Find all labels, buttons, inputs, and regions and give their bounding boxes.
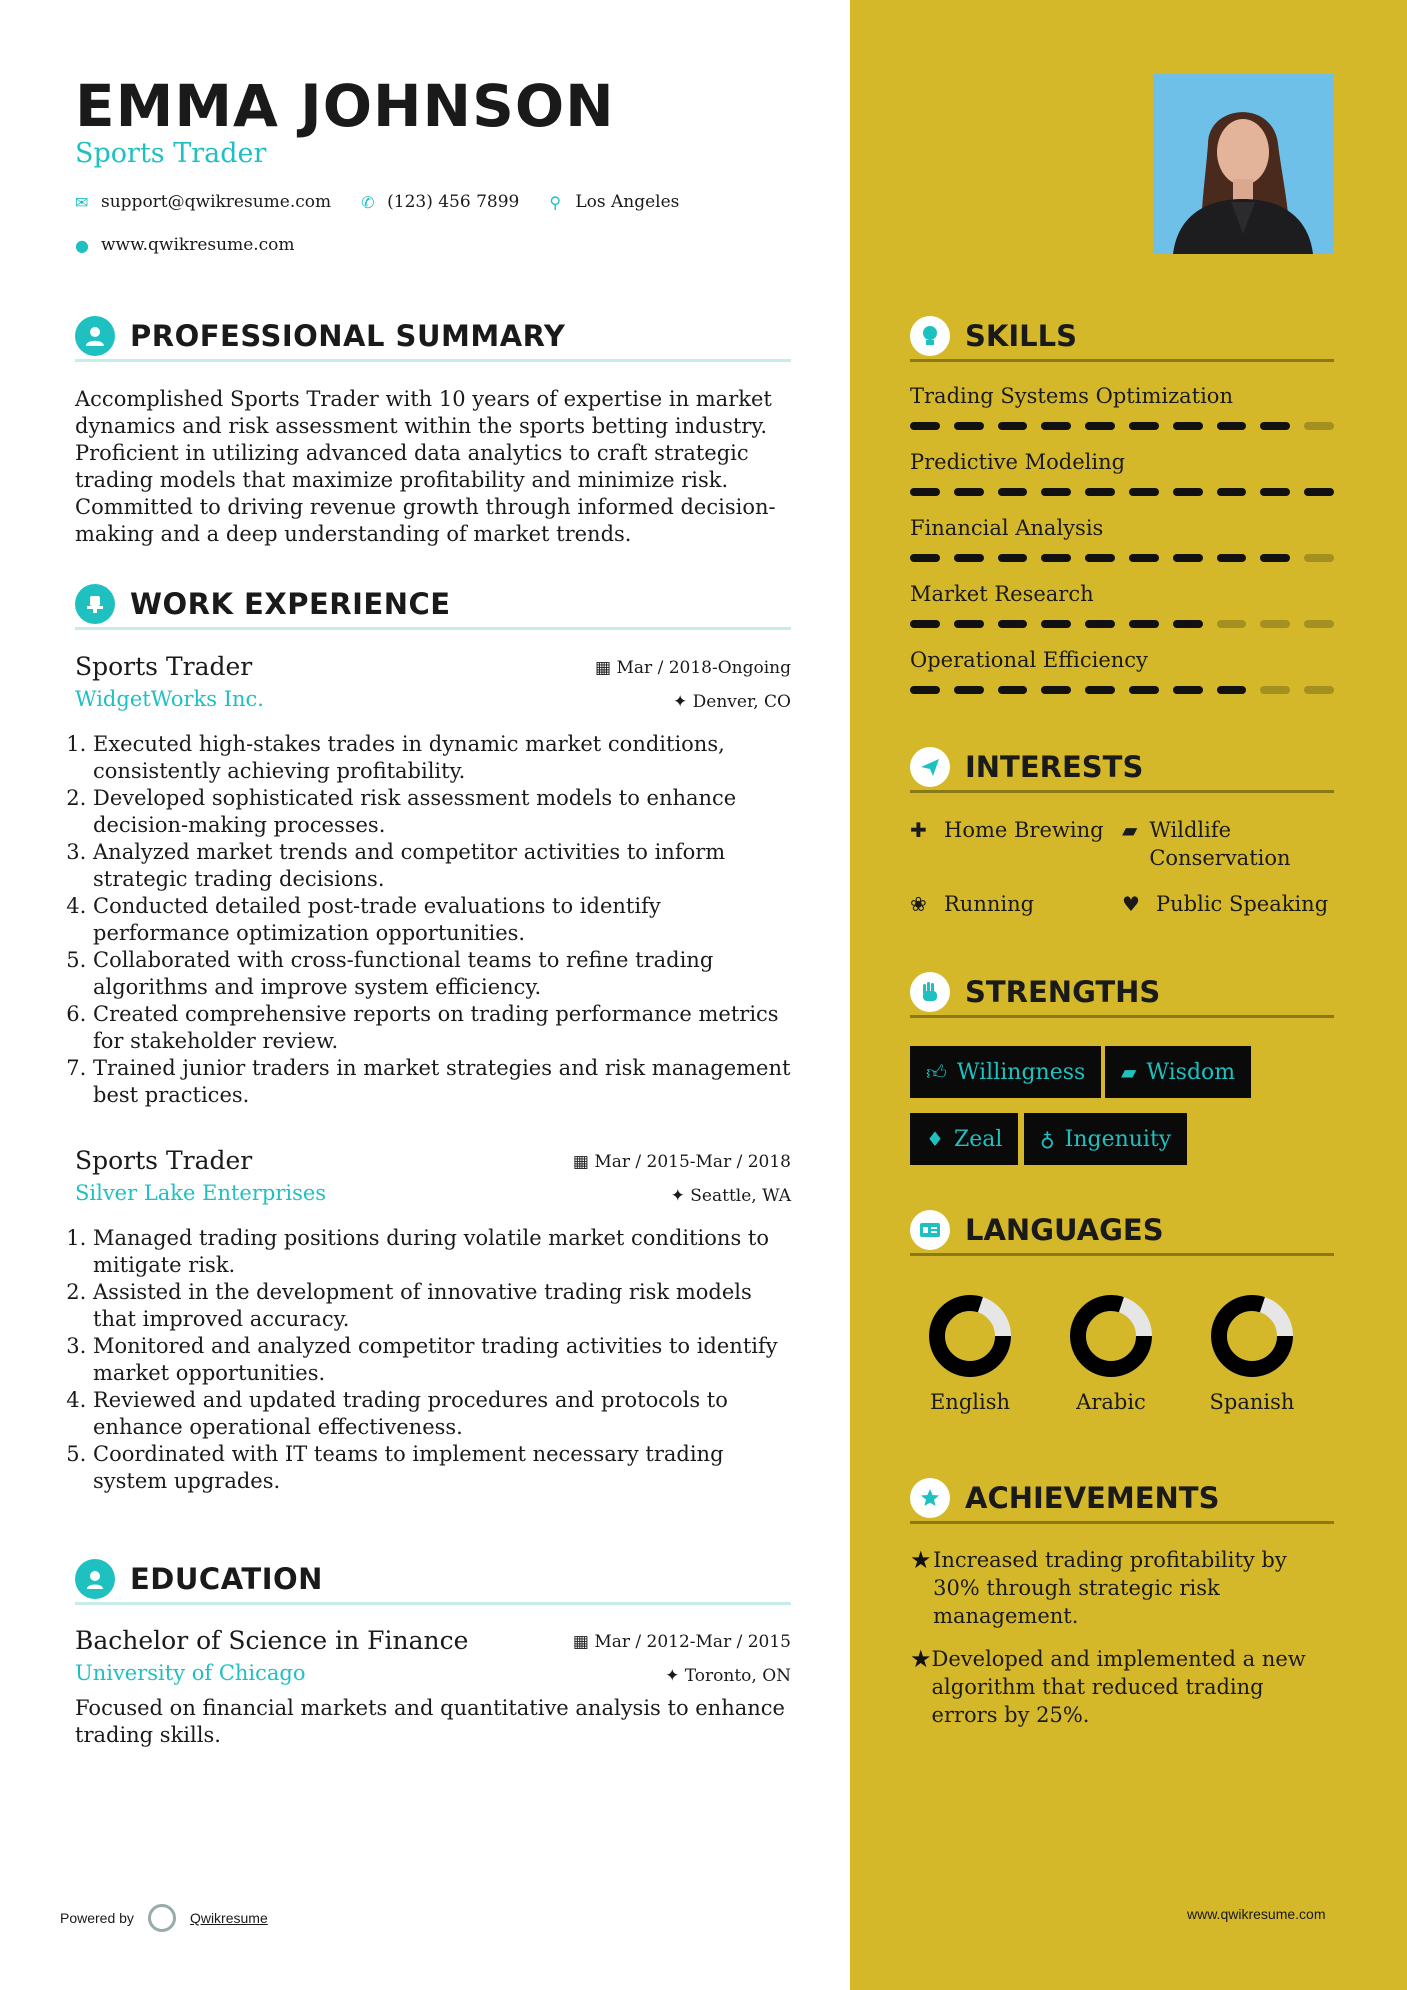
job-date-text: Mar / 2018-Ongoing <box>616 658 791 678</box>
lightbulb-icon: ♁ <box>1040 1127 1055 1151</box>
job-bullet: 1. Executed high-stakes trades in dynamic market conditions, consistently achieving profitability. <box>93 731 791 785</box>
strength-tag <box>1024 1113 1187 1165</box>
contact-row-website <box>75 235 325 255</box>
powered-by-label: Powered by <box>60 1910 134 1926</box>
skill-level-dash <box>1260 554 1290 562</box>
interest-label: Home Brewing <box>944 818 1104 842</box>
candidate-title: Sports Trader <box>75 138 267 169</box>
paw-icon: ❀ <box>910 892 927 916</box>
skills-heading-label: SKILLS <box>965 318 1077 353</box>
job-bullet: 2. Developed sophisticated risk assessment models to enhance decision-making processes. <box>93 785 791 839</box>
job-bullet: 5. Coordinated with IT teams to implement necessary trading system upgrades. <box>93 1441 791 1495</box>
pin-icon: ✦ <box>665 1666 685 1686</box>
job-bullet: 2. Assisted in the development of innovative trading risk models that improved accuracy. <box>93 1279 791 1333</box>
job-location <box>671 1186 791 1206</box>
skill-name: Operational Efficiency <box>910 648 1148 672</box>
interest-item <box>910 816 1110 844</box>
paper-plane-icon <box>910 747 950 787</box>
job-location-text: Seattle, WA <box>690 1186 791 1206</box>
job-date <box>595 658 791 678</box>
flame-icon: ♦ <box>926 1127 944 1151</box>
skill-level-dash <box>1041 554 1071 562</box>
job-location <box>673 692 791 712</box>
skill-level-dash <box>1304 554 1334 562</box>
skill-item <box>910 450 1334 496</box>
job-bullets <box>75 1225 791 1495</box>
strength-tag <box>910 1046 1101 1098</box>
interest-item <box>1122 816 1334 872</box>
lightbulb-icon <box>910 316 950 356</box>
skill-level-dash <box>910 554 940 562</box>
skill-item <box>910 516 1334 562</box>
job-role: Sports Trader <box>75 1146 253 1175</box>
skill-level-dash <box>1304 620 1334 628</box>
education-heading <box>75 1555 791 1605</box>
skill-level-bar <box>910 488 1334 496</box>
summary-heading <box>75 312 791 362</box>
skill-level-dash <box>1260 620 1290 628</box>
graduation-icon <box>75 1559 115 1599</box>
interest-label: Running <box>944 892 1035 916</box>
achievements-heading <box>910 1474 1334 1524</box>
language-name: English <box>929 1390 1011 1414</box>
skill-level-dash <box>954 422 984 430</box>
job-company: Silver Lake Enterprises <box>75 1181 327 1205</box>
job-entry <box>75 1146 791 1495</box>
strength-tag <box>1105 1046 1251 1098</box>
skill-level-dash <box>998 488 1028 496</box>
job-date <box>573 1152 791 1172</box>
user-icon <box>75 316 115 356</box>
skill-level-dash <box>1260 488 1290 496</box>
globe-icon: ● <box>75 235 89 255</box>
skill-level-dash <box>910 620 940 628</box>
education-date-text: Mar / 2012-Mar / 2015 <box>594 1632 791 1652</box>
skill-level-dash <box>1129 488 1159 496</box>
strength-tag <box>910 1113 1018 1165</box>
summary-heading-label: PROFESSIONAL SUMMARY <box>130 318 566 353</box>
language-name: Spanish <box>1209 1390 1295 1414</box>
skill-level-dash <box>1304 488 1334 496</box>
skill-level-dash <box>1041 422 1071 430</box>
skill-level-dash <box>1173 488 1203 496</box>
education-location-text: Toronto, ON <box>684 1666 791 1686</box>
hand-icon <box>910 972 950 1012</box>
skill-item <box>910 648 1334 694</box>
skill-level-dash <box>998 554 1028 562</box>
education-date <box>573 1632 791 1652</box>
skill-level-dash <box>1304 686 1334 694</box>
skill-level-dash <box>1085 422 1115 430</box>
job-role: Sports Trader <box>75 652 253 681</box>
strength-label: Ingenuity <box>1064 1126 1172 1152</box>
candidate-name: EMMA JOHNSON <box>75 72 615 140</box>
skill-name: Financial Analysis <box>910 516 1104 540</box>
footer-powered <box>60 1904 268 1932</box>
skill-level-dash <box>1085 686 1115 694</box>
languages-heading-label: LANGUAGES <box>965 1212 1164 1247</box>
education-school: University of Chicago <box>75 1661 306 1685</box>
interests-heading-label: INTERESTS <box>965 749 1144 784</box>
skill-level-dash <box>954 488 984 496</box>
strength-label: Zeal <box>953 1126 1003 1152</box>
star-icon: ★ <box>910 1546 932 1574</box>
skill-level-dash <box>1217 620 1247 628</box>
phone-icon: ✆ <box>361 192 375 212</box>
contact-phone[interactable]: (123) 456 7899 <box>387 192 520 212</box>
education-degree: Bachelor of Science in Finance <box>75 1626 469 1655</box>
skill-level-dash <box>954 686 984 694</box>
interest-label: Wildlife Conservation <box>1149 818 1291 870</box>
skill-level-dash <box>910 686 940 694</box>
skill-level-dash <box>954 620 984 628</box>
map-pin-icon: ⚲ <box>549 192 562 212</box>
calendar-icon: ▦ <box>595 658 617 678</box>
education-heading-label: EDUCATION <box>130 1561 323 1596</box>
puzzle-icon: ✚ <box>910 818 927 842</box>
skill-level-dash <box>1260 686 1290 694</box>
skill-level-dash <box>954 554 984 562</box>
star-icon <box>910 1478 950 1518</box>
skills-heading <box>910 312 1334 362</box>
job-bullet: 5. Collaborated with cross-functional teams to refine trading algorithms and improve system efficiency. <box>93 947 791 1001</box>
achievement-text: Increased trading profitability by 30% through strategic risk management. <box>933 1548 1287 1628</box>
pin-icon: ✦ <box>670 1186 691 1206</box>
experience-heading <box>75 580 791 630</box>
qwikresume-logo-icon <box>148 1904 176 1932</box>
contact-location: Los Angeles <box>575 192 680 212</box>
job-date-text: Mar / 2015-Mar / 2018 <box>594 1152 791 1172</box>
summary-text: Accomplished Sports Trader with 10 years of expertise in market dynamics and risk assessment within the sports betting industry. Proficient in utilizing advanced data analytics to craft strategic trading models that maximize profitability and minimize risk. Committed to driving revenue growth through informed decision-making and a deep understanding of market trends. <box>75 387 776 546</box>
skill-level-dash <box>1041 620 1071 628</box>
achievement-item <box>910 1645 1334 1729</box>
skill-level-dash <box>1041 488 1071 496</box>
skill-level-dash <box>1260 422 1290 430</box>
skill-item <box>910 384 1334 430</box>
skill-level-dash <box>1129 554 1159 562</box>
pin-icon: ✦ <box>673 692 693 712</box>
translate-icon <box>910 1210 950 1250</box>
skill-level-dash <box>998 686 1028 694</box>
job-company: WidgetWorks Inc. <box>75 687 264 711</box>
heartbeat-icon: ♥ <box>1122 892 1140 916</box>
skill-level-dash <box>1129 620 1159 628</box>
education-location <box>665 1666 791 1686</box>
contact-row <box>75 192 709 212</box>
skill-level-bar <box>910 686 1334 694</box>
languages-heading <box>910 1206 1334 1256</box>
skill-level-dash <box>998 422 1028 430</box>
language-name: Arabic <box>1076 1390 1146 1414</box>
skill-level-dash <box>1304 422 1334 430</box>
briefcase-icon <box>75 584 115 624</box>
job-bullet: 7. Trained junior traders in market strategies and risk management best practices. <box>93 1055 791 1109</box>
brand-link[interactable]: Qwikresume <box>189 1910 268 1926</box>
skill-level-dash <box>1085 620 1115 628</box>
job-bullets <box>75 731 791 1109</box>
job-location-text: Denver, CO <box>692 692 791 712</box>
calendar-icon: ▦ <box>572 1632 595 1652</box>
thumbs-up-icon: 👍︎ <box>926 1059 947 1084</box>
job-bullet: 4. Conducted detailed post-trade evaluations to identify performance optimization opportunities. <box>93 893 791 947</box>
language-item <box>1182 1294 1322 1414</box>
skill-level-dash <box>1217 554 1247 562</box>
language-item <box>900 1294 1040 1414</box>
book-icon: ▰ <box>1121 1060 1137 1084</box>
language-level-ring <box>1069 1294 1153 1378</box>
skill-level-dash <box>1217 422 1247 430</box>
book-icon: ▰ <box>1122 818 1138 842</box>
interest-label: Public Speaking <box>1156 892 1329 916</box>
job-bullet: 3. Monitored and analyzed competitor trading activities to identify market opportunities. <box>93 1333 791 1387</box>
achievements-heading-label: ACHIEVEMENTS <box>965 1480 1220 1515</box>
language-level-ring <box>1210 1294 1294 1378</box>
achievement-text: Developed and implemented a new algorithm that reduced trading errors by 25%. <box>931 1647 1306 1727</box>
language-level-ring <box>928 1294 1012 1378</box>
strength-label: Wisdom <box>1146 1059 1236 1085</box>
skill-level-bar <box>910 422 1334 430</box>
job-entry <box>75 652 791 1109</box>
strength-label: Willingness <box>956 1059 1086 1085</box>
skill-level-dash <box>1217 686 1247 694</box>
skill-level-dash <box>1085 554 1115 562</box>
skill-level-dash <box>998 620 1028 628</box>
contact-email[interactable]: support@qwikresume.com <box>101 192 332 212</box>
skill-level-dash <box>910 422 940 430</box>
skill-level-dash <box>1217 488 1247 496</box>
language-item <box>1041 1294 1181 1414</box>
skill-level-bar <box>910 554 1334 562</box>
skill-name: Predictive Modeling <box>910 450 1126 474</box>
star-icon: ★ <box>910 1645 932 1673</box>
skill-name: Trading Systems Optimization <box>910 384 1233 408</box>
skill-level-dash <box>1173 422 1203 430</box>
skill-item <box>910 582 1334 628</box>
achievement-item <box>910 1546 1334 1630</box>
skill-level-dash <box>1173 686 1203 694</box>
strengths-heading <box>910 968 1334 1018</box>
job-bullet: 1. Managed trading positions during volatile market conditions to mitigate risk. <box>93 1225 791 1279</box>
job-bullet: 3. Analyzed market trends and competitor activities to inform strategic trading decisions. <box>93 839 791 893</box>
job-bullet: 6. Created comprehensive reports on trading performance metrics for stakeholder review. <box>93 1001 791 1055</box>
skill-level-dash <box>910 488 940 496</box>
skill-level-dash <box>1085 488 1115 496</box>
skill-level-bar <box>910 620 1334 628</box>
skill-level-dash <box>1129 422 1159 430</box>
education-entry <box>75 1626 791 1749</box>
education-description: Focused on financial markets and quantitative analysis to enhance trading skills. <box>75 1696 785 1747</box>
interest-item <box>910 890 1110 918</box>
skill-level-dash <box>1173 620 1203 628</box>
skill-level-dash <box>1173 554 1203 562</box>
strengths-heading-label: STRENGTHS <box>965 974 1161 1009</box>
footer-site[interactable]: www.qwikresume.com <box>1187 1906 1326 1922</box>
skill-name: Market Research <box>910 582 1094 606</box>
profile-photo <box>1153 74 1334 254</box>
job-bullet: 4. Reviewed and updated trading procedures and protocols to enhance operational effectiveness. <box>93 1387 791 1441</box>
envelope-icon: ✉ <box>75 192 89 212</box>
interests-heading <box>910 743 1334 793</box>
skill-level-dash <box>1041 686 1071 694</box>
skill-level-dash <box>1129 686 1159 694</box>
contact-website[interactable]: www.qwikresume.com <box>101 235 295 255</box>
experience-heading-label: WORK EXPERIENCE <box>130 586 451 621</box>
calendar-icon: ▦ <box>572 1152 595 1172</box>
interest-item <box>1122 890 1334 918</box>
